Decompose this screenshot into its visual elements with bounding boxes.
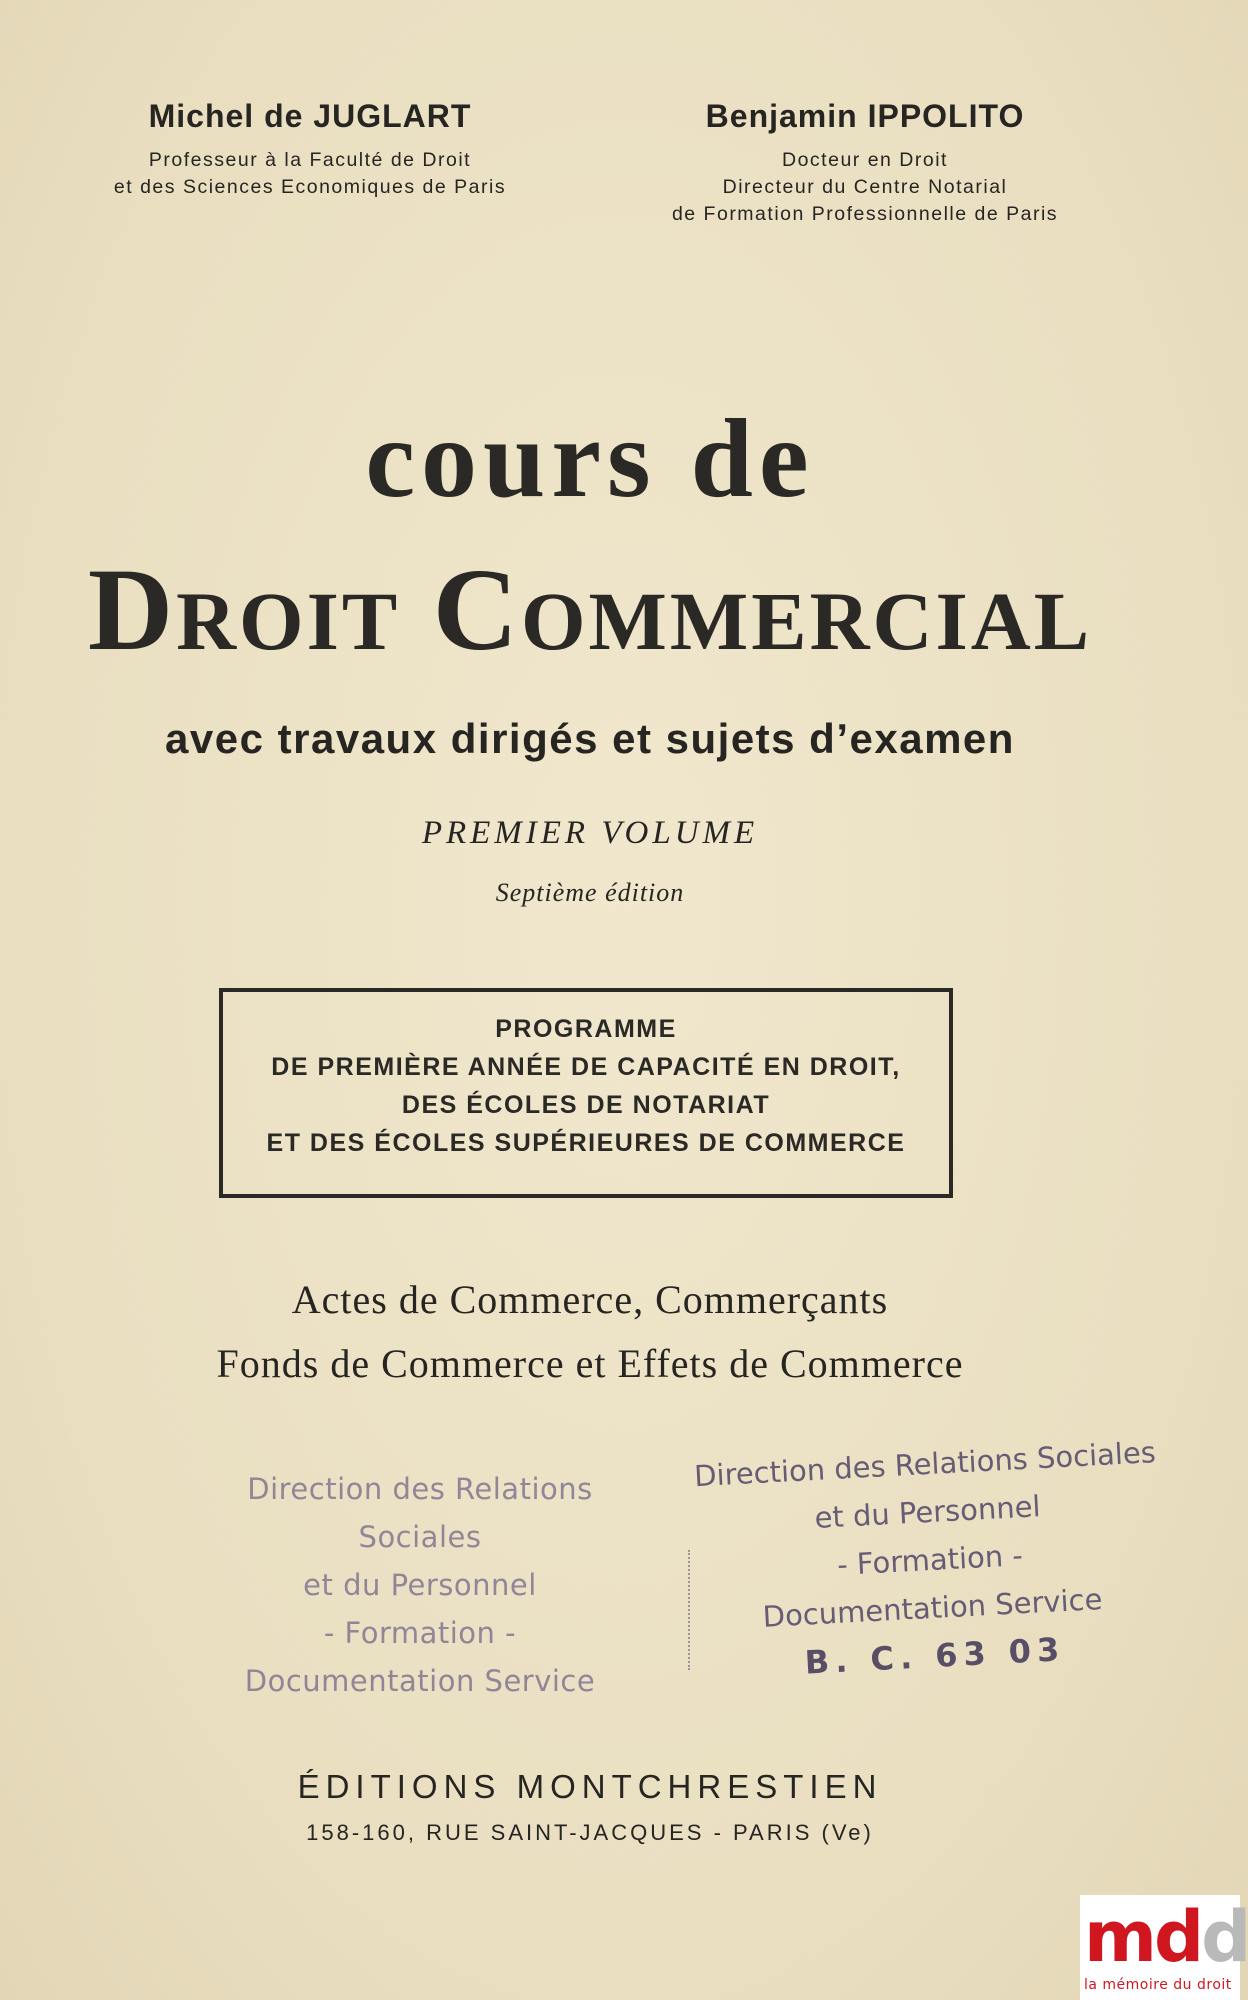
logo-letter-d: d <box>1153 1896 1202 1978</box>
topic-line: Fonds de Commerce et Effets de Commerce <box>216 1341 964 1386</box>
stamp-line: et du Personnel <box>303 1568 537 1602</box>
topics-block <box>0 1268 1180 1396</box>
topic-line: Actes de Commerce, Commerçants <box>291 1277 889 1322</box>
stamp-line: Documentation Service <box>761 1582 1104 1634</box>
author-affiliation-line: Docteur en Droit <box>782 149 948 171</box>
programme-line: ET DES ÉCOLES SUPÉRIEURES DE COMMERCE <box>266 1129 906 1157</box>
book-subtitle: avec travaux dirigés et sujets d’examen <box>165 715 1015 762</box>
programme-box <box>219 988 953 1198</box>
logo-mark <box>1084 1897 1248 1977</box>
stamp-line: et du Personnel <box>813 1489 1042 1535</box>
author-affiliation-line: de Formation Professionnelle de Paris <box>671 203 1059 225</box>
author-affiliation-line: Professeur à la Faculté de Droit <box>148 149 472 171</box>
book-title-line-2: Droit Commercial <box>87 544 1093 675</box>
author-name: Michel de JUGLART <box>148 98 472 134</box>
mdd-logo <box>1080 1895 1248 2000</box>
library-stamp-right <box>684 1428 1176 1693</box>
stamp-line: Direction des Relations Sociales <box>247 1472 593 1554</box>
stamp-catalog-number: B. C. 63 03 <box>803 1630 1067 1682</box>
author-block-juglart <box>60 98 560 201</box>
author-name: Benjamin IPPOLITO <box>705 98 1025 134</box>
programme-heading: PROGRAMME <box>495 1015 677 1043</box>
stamp-line: Documentation Service <box>244 1664 596 1698</box>
logo-letter-m: m <box>1084 1896 1154 1978</box>
library-stamp-left <box>185 1465 655 1705</box>
stamp-line: - Formation - <box>323 1616 517 1650</box>
author-affiliation-line: et des Sciences Economiques de Paris <box>113 176 507 198</box>
author-block-ippolito <box>615 98 1115 228</box>
programme-line: DE PREMIÈRE ANNÉE DE CAPACITÉ EN DROIT, <box>271 1053 901 1081</box>
programme-line: DES ÉCOLES DE NOTARIAT <box>401 1091 771 1119</box>
volume-label: PREMIER VOLUME <box>421 815 759 851</box>
stamp-line: Direction des Relations Sociales <box>693 1435 1157 1494</box>
publisher-name: ÉDITIONS MONTCHRESTIEN <box>297 1768 883 1805</box>
author-affiliation-line: Directeur du Centre Notarial <box>722 176 1008 198</box>
stamp-line: - Formation - <box>836 1538 1024 1582</box>
logo-letter-d: d <box>1201 1896 1248 1978</box>
publisher-address: 158-160, RUE SAINT-JACQUES - PARIS (Ve) <box>306 1820 874 1845</box>
book-title-line-1: cours de <box>365 397 815 521</box>
edition-label: Septième édition <box>495 878 685 907</box>
logo-tagline: la mémoire du droit <box>1084 1977 1232 1993</box>
